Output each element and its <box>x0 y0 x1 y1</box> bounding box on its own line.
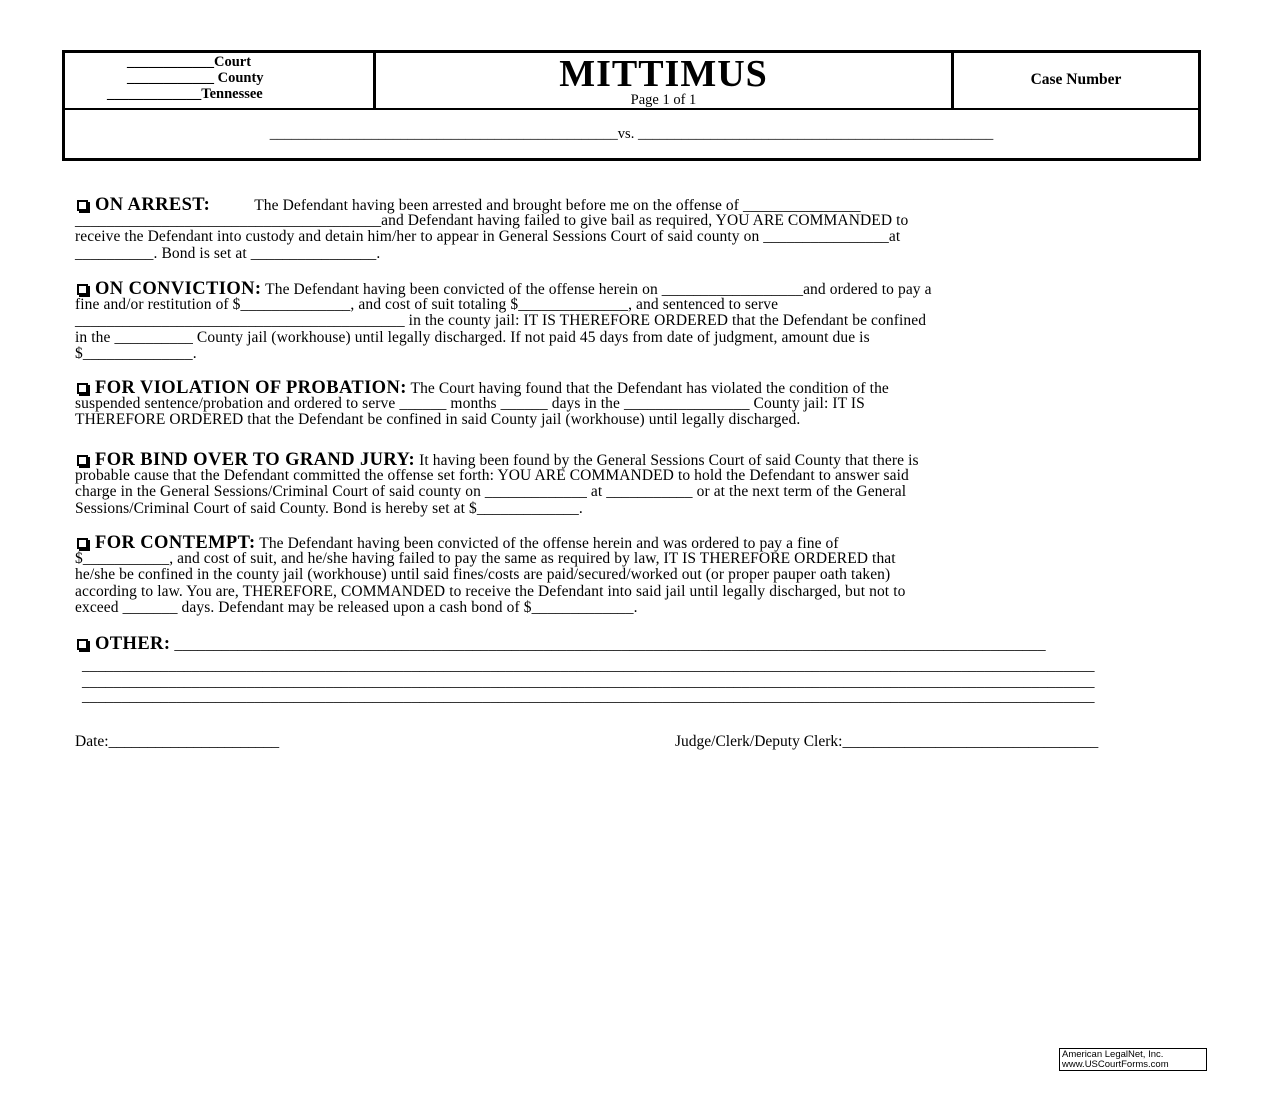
page-number: Page 1 of 1 <box>630 92 697 108</box>
contempt-text: $___________, and cost of suit, and he/she having failed to pay the same as required by law, IT IS THEREFORE ORDERED that <box>75 550 896 568</box>
probation-checkbox[interactable] <box>77 383 88 394</box>
other-line[interactable]: _________________________________________________________________________________________________________________________________ <box>82 688 1095 705</box>
probation-heading: FOR VIOLATION OF PROBATION: <box>95 378 407 398</box>
other-lines <box>82 658 1095 705</box>
publisher-website: www.USCourtForms.com <box>1062 1059 1169 1070</box>
on-conviction-heading: ON CONVICTION: <box>95 279 262 299</box>
contempt-heading: FOR CONTEMPT: <box>95 533 256 553</box>
date-input-line[interactable]: ______________________ <box>108 733 280 750</box>
grand-jury-text: Sessions/Criminal Court of said County. Bond is hereby set at $_____________. <box>75 499 583 517</box>
on-arrest-text: receive the Defendant into custody and detain him/her to appear in General Sessions Court of said county on ________________at <box>75 228 901 246</box>
section-bind-over-grand-jury <box>75 452 919 517</box>
probation-text: The Court having found that the Defendant has violated the condition of the <box>410 380 889 397</box>
form-header <box>62 50 1201 161</box>
grand-jury-checkbox[interactable] <box>77 455 88 466</box>
other-heading: OTHER: <box>95 634 171 654</box>
section-on-arrest <box>75 197 908 262</box>
title-cell <box>376 53 954 108</box>
section-for-contempt <box>75 535 905 616</box>
section-other <box>75 636 1046 652</box>
judge-label: Judge/Clerk/Deputy Clerk: <box>675 733 843 750</box>
other-first-line[interactable]: _______________________________________________________________________________________________________________ <box>174 636 1046 653</box>
probation-text: suspended sentence/probation and ordered to serve ______ months ______ days in the ________________ County jail: IT IS <box>75 395 865 413</box>
grand-jury-text: charge in the General Sessions/Criminal Court of said county on _____________ at ___________ or at the next term of the General <box>75 483 907 501</box>
on-conviction-checkbox[interactable] <box>77 284 88 295</box>
case-number-cell <box>954 53 1198 108</box>
contempt-text: exceed _______ days. Defendant may be released upon a cash bond of $_____________. <box>75 598 638 616</box>
parties-vs-line: ________________________________________________vs. _________________________________________________ <box>269 126 994 142</box>
case-number-label: Case Number <box>1030 71 1122 88</box>
state-line: _____________Tennessee <box>107 86 263 102</box>
court-line: ____________Court <box>127 54 252 70</box>
contempt-text: according to law. You are, THEREFORE, COMMANDED to receive the Defendant into said jail until legally discharged, but not to <box>75 582 906 600</box>
court-county-cell <box>65 53 376 108</box>
date-field <box>75 733 279 751</box>
on-arrest-text: __________. Bond is set at ________________. <box>75 244 381 262</box>
publisher-footer <box>1059 1048 1207 1071</box>
on-conviction-text: $______________. <box>75 344 197 362</box>
judge-signature-line[interactable]: _________________________________ <box>842 733 1099 750</box>
on-arrest-checkbox[interactable] <box>77 200 88 211</box>
date-label: Date: <box>75 733 109 750</box>
grand-jury-text: probable cause that the Defendant committed the offense set forth: YOU ARE COMMANDED to hold the Defendant to answer said <box>75 467 909 485</box>
on-arrest-heading: ON ARREST: <box>95 195 211 215</box>
on-conviction-text: fine and/or restitution of $______________, and cost of suit totaling $______________, and sentenced to serve <box>75 296 779 314</box>
section-on-conviction <box>75 281 932 362</box>
other-checkbox[interactable] <box>77 639 88 650</box>
county-line: ____________ County <box>127 70 264 86</box>
judge-signature-field <box>675 733 1098 751</box>
on-arrest-text: The Defendant having been arrested and brought before me on the offense of _______________ <box>254 197 861 214</box>
on-arrest-text: _______________________________________and Defendant having failed to give bail as required, YOU ARE COMMANDED to <box>75 212 909 230</box>
contempt-checkbox[interactable] <box>77 538 88 549</box>
other-line[interactable]: _________________________________________________________________________________________________________________________________ <box>82 657 1095 674</box>
contempt-text: he/she be confined in the county jail (workhouse) until said fines/costs are paid/secured/worked out (or proper pauper oath taken) <box>75 566 891 584</box>
contempt-text: The Defendant having been convicted of the offense herein and was ordered to pay a fine of <box>259 535 839 552</box>
grand-jury-text: It having been found by the General Sessions Court of said County that there is <box>419 452 919 469</box>
grand-jury-heading: FOR BIND OVER TO GRAND JURY: <box>95 450 416 470</box>
probation-text: THEREFORE ORDERED that the Defendant be confined in said County jail (workhouse) until legally discharged. <box>75 411 801 429</box>
section-violation-of-probation <box>75 380 889 429</box>
on-conviction-text: in the __________ County jail (workhouse) until legally discharged. If not paid 45 days from date of judgment, amount due is <box>75 328 870 346</box>
other-line[interactable]: _________________________________________________________________________________________________________________________________ <box>82 672 1095 690</box>
form-title: MITTIMUS <box>559 53 768 95</box>
on-conviction-text: The Defendant having been convicted of the offense herein on __________________and ordered to pay a <box>265 281 932 298</box>
header-top-row <box>65 53 1198 110</box>
publisher-name: American LegalNet, Inc. <box>1062 1049 1164 1060</box>
on-conviction-text: __________________________________________ in the county jail: IT IS THEREFORE ORDERED that the Defendant be confined <box>75 312 927 330</box>
